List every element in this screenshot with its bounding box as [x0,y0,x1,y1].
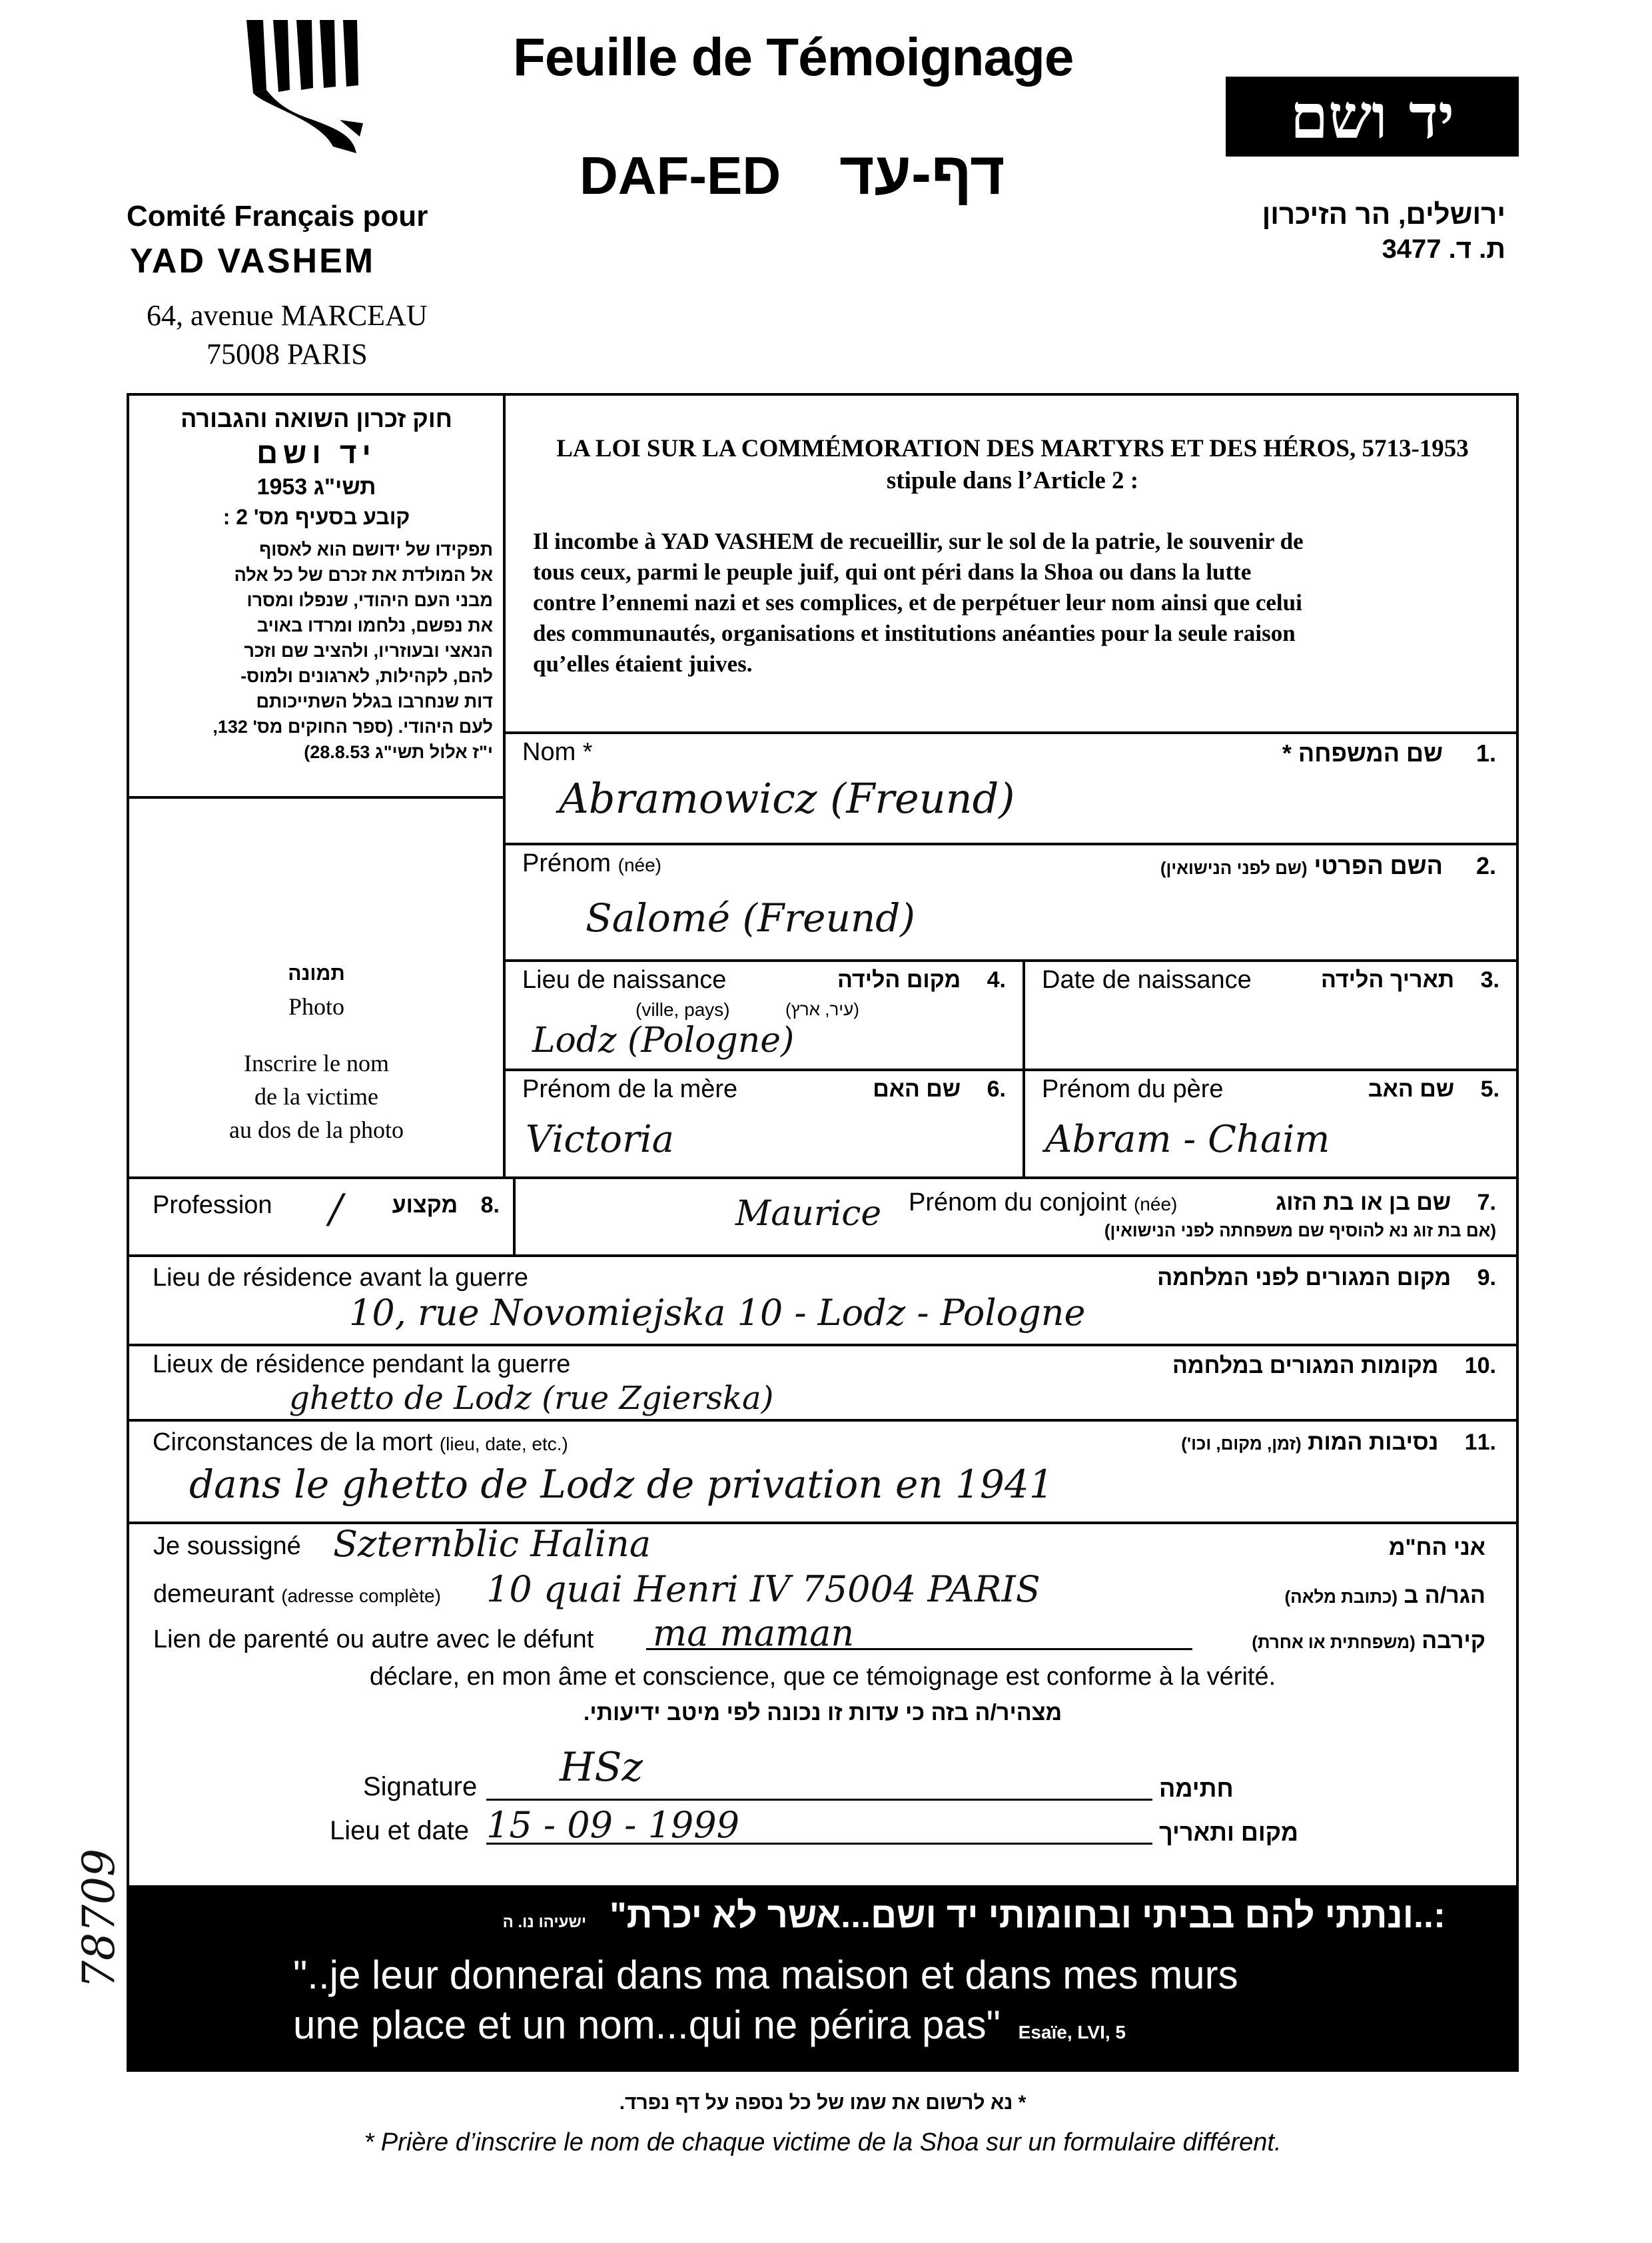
law-fr-body-line: contre l’ennemi nazi et ses complices, et de perpétuer leur nom ainsi que celui [533,590,1302,616]
soussigne-label: Je soussigné [153,1532,301,1560]
prenom-pere-label-he [1368,1077,1499,1103]
field-circonstances[interactable] [129,1422,1516,1522]
prenom-pere-value: Abram - Chaim [1045,1118,1330,1161]
jerusalem-line: ירושלים, הר הזיכרון [1262,199,1505,230]
address-line2: 75008 PARIS [206,338,368,370]
nom-value: Abramowicz (Freund) [559,774,1015,823]
residence-pendant-label-he [1172,1353,1496,1379]
lieu-date-underline [486,1843,1152,1845]
banner-hebrew-text: :..ונתתי להם בביתי ובחומותי יד ושם...אשר לא יכרת" [610,1895,1446,1935]
circonstances-label-fr [153,1428,568,1457]
lieu-date-label: Lieu et date [330,1816,470,1845]
lien-he-group [1252,1628,1485,1654]
demeurant-he-group [1285,1583,1486,1609]
law-he-body-line: לעם היהודי. (ספר החוקים מס' 132, [212,717,493,737]
residence-avant-num: .9 [1477,1265,1496,1290]
law-he-line4: קובע בסעיף מס' 2 : [222,505,410,529]
signature-he: חתימה [1159,1775,1234,1802]
photo-instruction-1: Inscrire le nom [244,1050,389,1077]
law-he-body-line: להם, לקהילות, לארגונים ולמוס- [240,666,493,686]
field-prenom-pere[interactable] [1025,1071,1516,1179]
field-date-naissance[interactable] [1025,962,1516,1069]
law-he-body-line: את נפשם, נלחמו ומרדו באויב [256,616,493,636]
banner-line1: "..je leur donnerai dans ma maison et dans mes murs [293,1953,1238,1997]
banner-hebrew [503,1895,1446,1936]
lien-label: Lien de parenté ou autre avec le défunt [153,1625,594,1653]
prenom-mere-value: Victoria [526,1118,675,1161]
conjoint-label-he [1276,1190,1496,1216]
conjoint-he: שם בן או בת הזוג [1275,1190,1451,1215]
signature-value[interactable]: HSz [560,1744,643,1791]
demeurant-label [153,1580,441,1609]
photo-instruction-3: au dos de la photo [229,1117,404,1143]
banner-hebrew-ref: ישעיהו נו. ה [502,1913,587,1931]
menorah-logo [240,13,373,160]
law-he-body-line: הנאצי ובעוזריו, ולהציב שם וזכר [244,641,493,661]
nom-label-fr: Nom * [522,738,593,766]
law-he-line3: תשי"ג 1953 [256,474,376,500]
field-lieu-naissance[interactable] [506,962,1023,1069]
prenom-mere-he: שם האם [873,1077,961,1102]
residence-pendant-value: ghetto de Lodz (rue Zgierska) [289,1380,774,1417]
circonstances-label-he [1181,1430,1496,1456]
law-fr-body-line: des communautés, organisations et institutions anéanties pour la seule raison [533,620,1296,646]
demeurant-small: (adresse complète) [281,1585,441,1606]
lieu-naissance-small-he: (עיר, ארץ) [785,999,859,1019]
law-he-body-line: דות שנחרבו בגלל השתייכותם [256,691,493,711]
prenom-mere-label-he [873,1077,1006,1103]
conjoint-fr-small: (née) [1133,1194,1178,1214]
subtitle-latin: DAF-ED [580,146,781,205]
field-prenom[interactable] [506,845,1516,959]
profession-num: .8 [480,1192,500,1218]
residence-avant-label-fr: Lieu de résidence avant la guerre [153,1264,529,1292]
prenom-label-fr [522,849,661,878]
photo-instruction-2: de la victime [254,1083,378,1110]
prenom-he-small: (שם לפני הנישואין) [1160,858,1308,878]
law-he-body-line: תפקידו של ידושם הוא לאסוף [259,540,493,560]
nom-label-he [1282,739,1496,767]
field-nom[interactable] [506,734,1516,843]
address-line1: 64, avenue MARCEAU [147,299,428,332]
law-fr-body [533,526,1499,679]
law-fr-body-line: tous ceux, parmi le peuple juif, qui ont péri dans la Shoa ou dans la lutte [533,559,1252,585]
signature-label: Signature [363,1772,478,1801]
profession-value: / [329,1186,343,1232]
field-residence-avant[interactable] [129,1257,1516,1344]
soussigne-value[interactable]: Szternblic Halina [333,1523,651,1565]
lieu-date-he: מקום ותאריך [1159,1819,1299,1846]
circonstances-fr-small: (lieu, date, etc.) [439,1434,568,1454]
circonstances-he-small: (זמן, מקום, וכו') [1181,1434,1302,1454]
lien-he: קירבה [1422,1628,1485,1653]
law-fr-title-1: LA LOI SUR LA COMMÉMORATION DES MARTYRS ET DES HÉROS, 5713-1953 [556,435,1469,462]
law-he-line2: יד ושם [256,437,376,470]
field-conjoint[interactable] [516,1179,1516,1254]
date-naissance-he: תאריך הלידה [1320,967,1455,993]
law-he-body [140,537,493,765]
field-prenom-mere[interactable] [506,1071,1023,1179]
lien-he-small: (משפחתית או אחרת) [1252,1632,1416,1652]
profession-label-fr: Profession [153,1191,272,1219]
lieu-naissance-label-fr: Lieu de naissance [522,966,727,994]
prenom-mere-label-fr: Prénom de la mère [522,1075,738,1103]
circonstances-he: נסיבות המות [1308,1430,1439,1455]
prenom-pere-he: שם האב [1368,1077,1455,1102]
circonstances-value: dans le ghetto de Lodz de privation en 1941 [189,1462,1054,1507]
prenom-label-he [1160,852,1496,880]
demeurant-value[interactable]: 10 quai Henri IV 75004 PARIS [486,1568,1040,1610]
prenom-fr: Prénom [522,849,612,877]
footnote-french: * Prière d’inscrire le nom de chaque victime de la Shoa sur un formulaire différent. [364,2128,1282,2156]
banner-line2 [293,2002,1126,2048]
demeurant-fr: demeurant [153,1580,274,1608]
residence-pendant-num: .10 [1464,1353,1496,1378]
conjoint-he-small: (אם בת זוג נא להוסיף שם משפחתה לפני הנישואין) [1104,1220,1496,1240]
lieu-naissance-small-fr: (ville, pays) [635,999,730,1020]
photo-label: Photo [288,993,345,1020]
prenom-pere-label-fr: Prénom du père [1042,1075,1224,1103]
residence-avant-label-he [1157,1265,1496,1291]
conjoint-value: Maurice [735,1194,882,1234]
date-naissance-label-fr: Date de naissance [1042,966,1252,994]
law-photo-divider [127,796,505,799]
date-naissance-num: .3 [1480,967,1499,993]
nom-num: .1 [1475,739,1496,767]
conjoint-fr: Prénom du conjoint [909,1188,1127,1216]
banner-ref: Esaïe, LVI, 5 [1018,2022,1126,2042]
circonstances-fr: Circonstances de la mort [153,1428,433,1456]
law-he-body-line: מבני העם היהודי, שנפלו ומסרו [246,590,493,610]
residence-pendant-he: מקומות המגורים במלחמה [1172,1353,1439,1378]
committee-line2: YAD VASHEM [130,242,376,280]
margin-number: 78709 [73,1849,125,1989]
lien-value[interactable]: ma maman [653,1612,855,1654]
conjoint-label-fr [909,1188,1177,1217]
subtitle-hebrew: דף-עד [839,141,1005,207]
lieu-naissance-value: Lodz (Pologne) [532,1021,795,1061]
law-he-body-line: אל המולדת את זכרם של כל אלה [234,565,493,585]
profession-he: מקצוע [392,1192,458,1218]
law-fr-body-line: Il incombe à YAD VASHEM de recueillir, sur le sol de la patrie, le souvenir de [533,528,1304,554]
lieu-naissance-label-he [837,967,1006,993]
footnote-hebrew: * נא לרשום את שמו של כל נספה על דף נפרד. [619,2092,1027,2114]
profession-label-he [392,1192,500,1218]
lieu-date-value[interactable]: 15 - 09 - 1999 [486,1804,740,1846]
banner-line2-text: une place et un nom...qui ne périra pas" [293,2003,1001,2047]
yad-vashem-logo: יד ושם [1226,77,1519,157]
soussigne-he: אני הח"מ [1388,1535,1485,1560]
po-box: ת. ד. 3477 [1382,234,1505,264]
signature-underline [486,1799,1152,1801]
residence-avant-value: 10, rue Novomiejska 10 - Lodz - Pologne [349,1292,1086,1334]
quote-banner [127,1885,1519,2072]
field-residence-pendant[interactable] [129,1346,1516,1419]
law-fr-title-2: stipule dans l’Article 2 : [886,467,1139,494]
prenom-he: השם הפרטי [1314,852,1443,879]
declaration-he: מצהיר/ה בזה כי עדות זו נכונה לפי מיטב ידיעותי. [583,1700,1062,1725]
nom-he: שם המשפחה * [1282,739,1443,767]
residence-avant-he: מקום המגורים לפני המלחמה [1157,1265,1451,1290]
residence-pendant-label-fr: Lieux de résidence pendant la guerre [153,1350,571,1378]
demeurant-he-small: (כתובת מלאה) [1284,1587,1398,1607]
form-title: Feuille de Témoignage [513,27,1074,87]
prenom-value: Salomé (Freund) [586,895,915,941]
prenom-mere-num: .6 [987,1077,1006,1102]
committee-line1: Comité Français pour [127,200,428,232]
law-fr-body-line: qu’elles étaient juives. [533,651,753,677]
law-he-line1: חוק זכרון השואה והגבורה [181,405,452,432]
field-profession[interactable] [129,1179,513,1254]
declaration-fr: déclare, en mon âme et conscience, que ce témoignage est conforme à la vérité. [369,1663,1276,1691]
prenom-pere-num: .5 [1480,1077,1499,1102]
demeurant-he: הגר/ה ב [1404,1583,1485,1608]
photo-hebrew: תמונה [288,963,345,985]
circonstances-num: .11 [1464,1430,1496,1455]
conjoint-num: .7 [1477,1190,1496,1215]
lien-underline [646,1648,1192,1650]
lieu-naissance-he: מקום הלידה [837,967,961,993]
prenom-num: .2 [1475,852,1496,879]
law-he-body-line: י"ז אלול תשי"ג 28.8.53) [304,742,493,762]
date-naissance-label-he [1321,967,1499,993]
prenom-fr-small: (née) [618,855,661,875]
lieu-naissance-num: .4 [987,967,1006,993]
